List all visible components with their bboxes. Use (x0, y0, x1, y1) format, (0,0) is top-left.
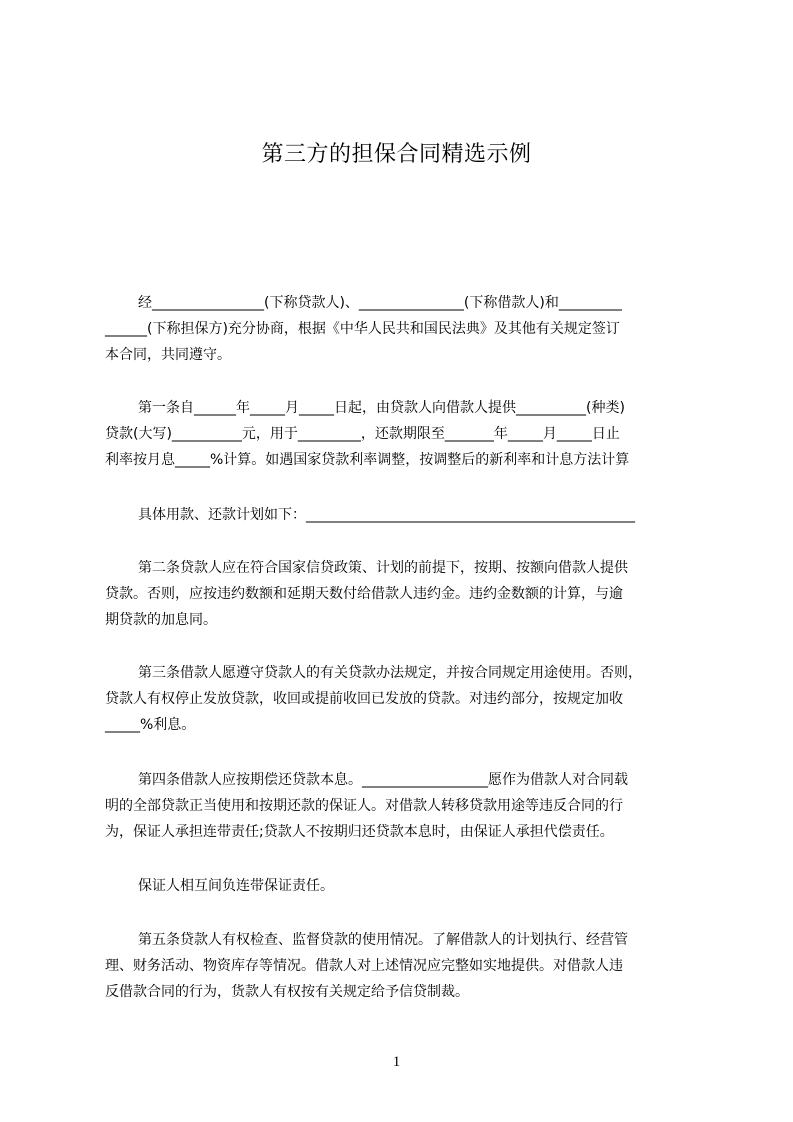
paragraph-line: 第三条借款人愿遵守贷款人的有关贷款办法规定，并按合同规定用途使用。否则， (138, 665, 642, 681)
paragraph-line: 第五条贷款人有权检查、监督贷款的使用情况。了解借款人的计划执行、经营管 (138, 932, 628, 948)
paragraph-line: 贷款人有权停止发放贷款，收回或提前收回已发放的贷款。对违约部分，按规定加收 (105, 691, 623, 707)
paragraph-line: 明的全部贷款正当使用和按期还款的保证人。对借款人转移贷款用途等违反合同的行 (105, 798, 623, 814)
paragraph-line: 贷款。否则，应按违约数额和延期天数付给借款人违约金。违约金数额的计算，与逾 (105, 586, 623, 602)
paragraph-line: 第二条贷款人应在符合国家信贷政策、计划的前提下，按期、按额向借款人提供 (138, 560, 628, 576)
paragraph-article-2 (105, 555, 705, 633)
paragraph-line: 贷款(大写)__________元，用于_________，还款期限至_______年_____月_____日止 (105, 426, 620, 442)
document-title: 第三方的担保合同精选示例 (261, 142, 532, 167)
paragraph-line: 理、财务活动、物资库存等情况。借款人对上述情况应完整如实地提供。对借款人违 (105, 958, 623, 974)
paragraph-line: 经________________(下称贷款人)、_______________(下称借款人)和_________ (138, 295, 622, 311)
paragraph-article-1 (105, 395, 705, 473)
paragraph-line: 反借款合同的行为，货款人有权按有关规定给予信贷制裁。 (105, 984, 469, 1000)
paragraph-article-4 (105, 767, 705, 845)
paragraph-line: 本合同，共同遵守。 (105, 347, 231, 363)
paragraph-article-5 (105, 927, 705, 1005)
paragraph-line: 利率按月息_____%计算。如遇国家贷款利率调整，按调整后的新利率和计息方法计算 (105, 452, 630, 468)
page-number: 1 (392, 1054, 401, 1070)
paragraph-joint-guarantee (105, 873, 705, 899)
paragraph-line: ______(下称担保方)充分协商，根据《中华人民共和国民法典》及其他有关规定签订 (105, 321, 620, 337)
paragraph-parties (105, 290, 705, 368)
paragraph-line: 保证人相互间负连带保证责任。 (138, 878, 334, 894)
paragraph-article-3 (105, 660, 705, 738)
paragraph-line: 期贷款的加息同。 (105, 612, 217, 628)
paragraph-line: 具体用款、还款计划如下：_______________________________________________ (138, 507, 635, 523)
paragraph-line: _____%利息。 (105, 717, 196, 733)
paragraph-line: 为，保证人承担连带责任;贷款人不按期归还贷款本息时，由保证人承担代偿责任。 (105, 824, 614, 840)
paragraph-line: 第一条自______年_____月_____日起，由贷款人向借款人提供__________(种类) (138, 400, 625, 416)
paragraph-line: 第四条借款人应按期偿还贷款本息。__________________愿作为借款人对合同载 (138, 772, 628, 788)
paragraph-repayment-plan (105, 502, 705, 528)
